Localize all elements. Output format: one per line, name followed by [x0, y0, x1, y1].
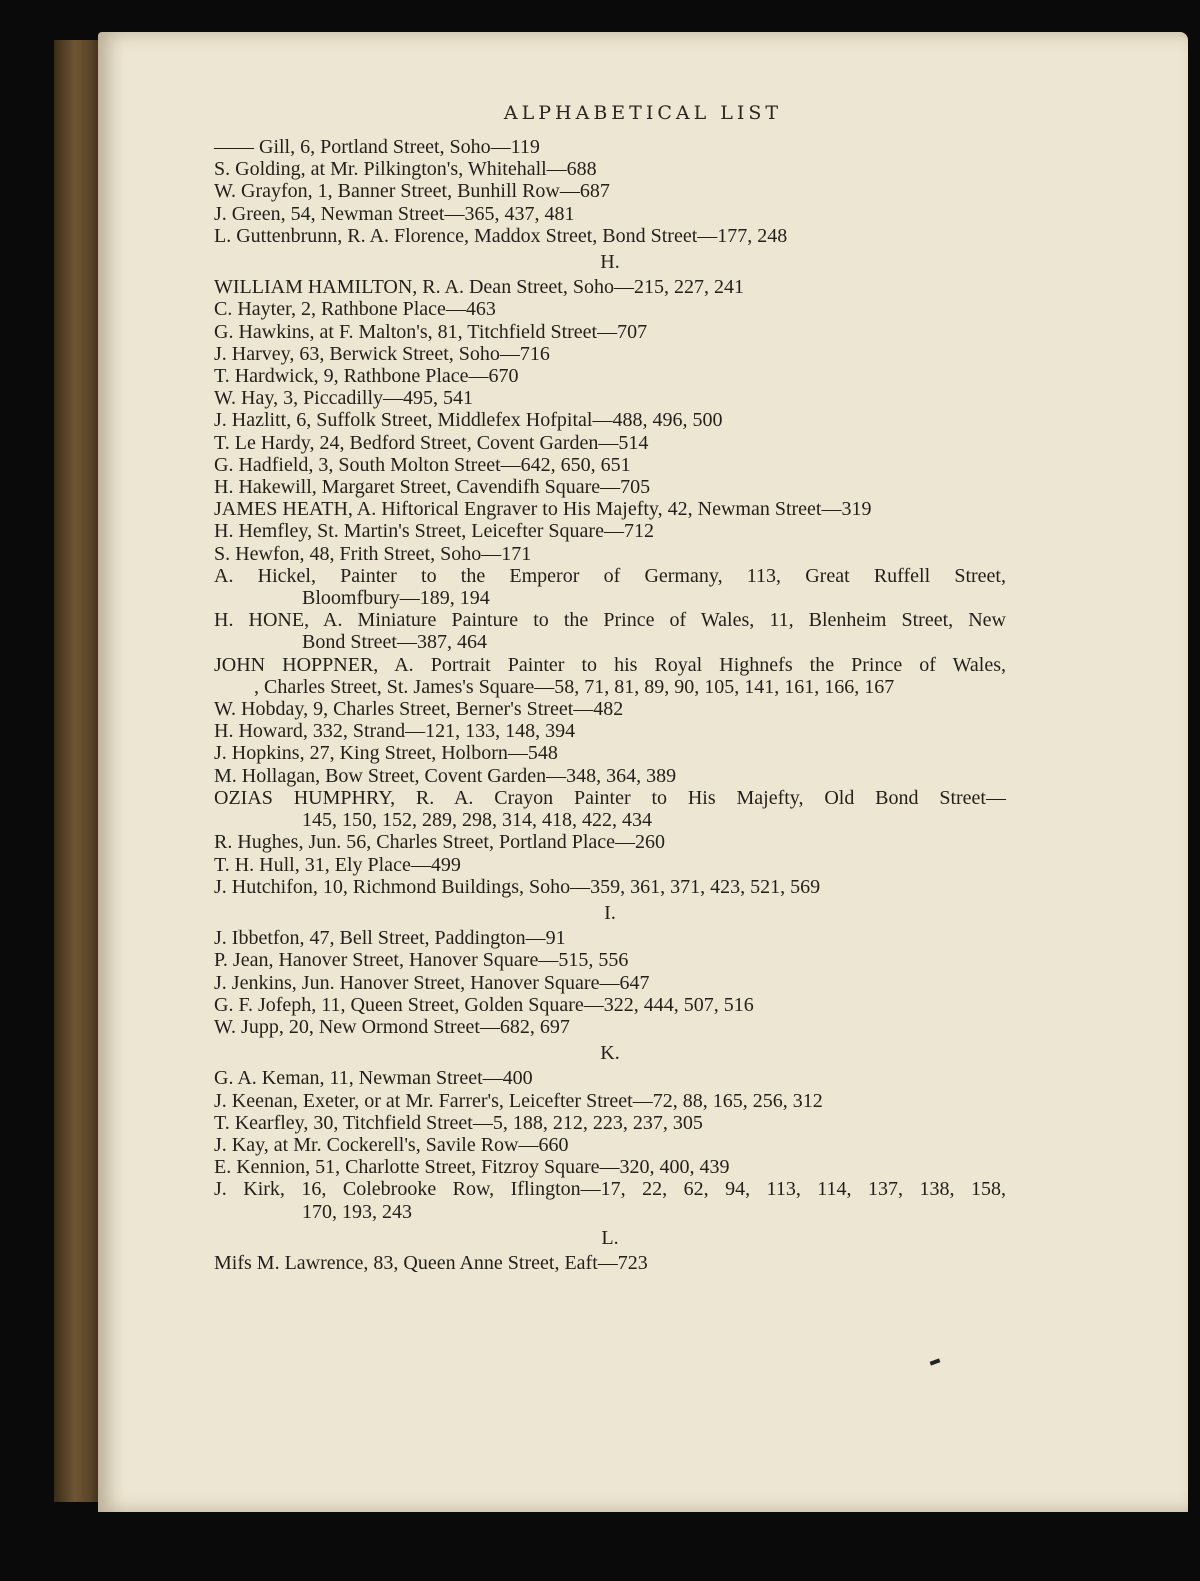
list-entry: C. Hayter, 2, Rathbone Place—463: [214, 298, 496, 321]
list-entry: J. Ibbetfon, 47, Bell Street, Paddington—91: [214, 927, 566, 950]
list-entry: H. Hakewill, Margaret Street, Cavendifh Square—705: [214, 476, 651, 499]
entry-continuation: 170, 193, 243: [302, 1200, 412, 1223]
list-entry: T. Hardwick, 9, Rathbone Place—670: [214, 365, 519, 388]
entry-continuation: 145, 150, 152, 289, 298, 314, 418, 422, 434: [302, 809, 652, 832]
list-entry: J. Kirk, 16, Colebrooke Row, Iflington—17, 22, 62, 94, 113, 114, 137, 138, 158,: [214, 1178, 1006, 1201]
list-entry: J. Hazlitt, 6, Suffolk Street, Middlefex Hofpital—488, 496, 500: [214, 409, 723, 432]
list-entry: Mifs M. Lawrence, 83, Queen Anne Street, Eaft—723: [214, 1251, 648, 1274]
list-entry: A. Hickel, Painter to the Emperor of Germany, 113, Great Ruffell Street,: [214, 564, 1006, 587]
list-entry: T. H. Hull, 31, Ely Place—499: [214, 853, 461, 876]
section-letter: K.: [600, 1042, 620, 1065]
entry-continuation: Bloomfbury—189, 194: [302, 587, 490, 610]
list-entry: M. Hollagan, Bow Street, Covent Garden—348, 364, 389: [214, 764, 677, 787]
list-entry: JOHN HOPPNER, A. Portrait Painter to his Royal Highnefs the Prince of Wales,: [214, 653, 1006, 676]
list-entry: J. Hutchifon, 10, Richmond Buildings, Soho—359, 361, 371, 423, 521, 569: [214, 875, 821, 898]
list-entry: OZIAS HUMPHRY, R. A. Crayon Painter to His Majefty, Old Bond Street—: [214, 786, 1006, 809]
list-entry: G. F. Jofeph, 11, Queen Street, Golden Square—322, 444, 507, 516: [214, 993, 754, 1016]
entry-list: [214, 136, 1114, 1274]
list-entry: T. Kearfley, 30, Titchfield Street—5, 188, 212, 223, 237, 305: [214, 1111, 703, 1134]
list-entry: W. Hobday, 9, Charles Street, Berner's Street—482: [214, 698, 624, 721]
section-letter: I.: [604, 901, 616, 924]
entry-continuation: Bond Street—387, 464: [302, 631, 487, 654]
list-entry: W. Grayfon, 1, Banner Street, Bunhill Row—687: [214, 180, 610, 203]
list-entry: W. Jupp, 20, New Ormond Street—682, 697: [214, 1015, 570, 1038]
list-entry: S. Hewfon, 48, Frith Street, Soho—171: [214, 542, 532, 565]
list-entry: P. Jean, Hanover Street, Hanover Square—515, 556: [214, 949, 629, 972]
list-entry: S. Golding, at Mr. Pilkington's, Whitehall—688: [214, 158, 597, 181]
list-entry: E. Kennion, 51, Charlotte Street, Fitzroy Square—320, 400, 439: [214, 1156, 730, 1179]
list-entry: G. Hawkins, at F. Malton's, 81, Titchfield Street—707: [214, 320, 648, 343]
list-entry: JAMES HEATH, A. Hiftorical Engraver to His Majefty, 42, Newman Street—319: [214, 498, 872, 521]
section-letter: L.: [601, 1226, 619, 1249]
list-entry: T. Le Hardy, 24, Bedford Street, Covent Garden—514: [214, 431, 649, 454]
list-entry: G. A. Keman, 11, Newman Street—400: [214, 1067, 533, 1090]
list-entry: J. Green, 54, Newman Street—365, 437, 481: [214, 202, 575, 225]
list-entry: H. Hemfley, St. Martin's Street, Leicefter Square—712: [214, 520, 654, 543]
list-entry: G. Hadfield, 3, South Molton Street—642, 650, 651: [214, 453, 631, 476]
list-entry: H. Howard, 332, Strand—121, 133, 148, 394: [214, 720, 576, 743]
list-entry: L. Guttenbrunn, R. A. Florence, Maddox Street, Bond Street—177, 248: [214, 224, 788, 247]
section-letter: H.: [600, 251, 620, 274]
list-entry: J. Jenkins, Jun. Hanover Street, Hanover Square—647: [214, 971, 650, 994]
list-entry: —— Gill, 6, Portland Street, Soho—119: [214, 136, 540, 158]
list-entry: R. Hughes, Jun. 56, Charles Street, Portland Place—260: [214, 831, 666, 854]
list-entry: WILLIAM HAMILTON, R. A. Dean Street, Soho—215, 227, 241: [214, 276, 744, 299]
entry-continuation: , Charles Street, St. James's Square—58, 71, 81, 89, 90, 105, 141, 161, 166, 167: [254, 675, 895, 698]
list-entry: J. Hopkins, 27, King Street, Holborn—548: [214, 742, 558, 765]
page-header: ALPHABETICAL LIST: [503, 102, 783, 124]
list-entry: J. Harvey, 63, Berwick Street, Soho—716: [214, 342, 550, 365]
list-entry: J. Keenan, Exeter, or at Mr. Farrer's, Leicefter Street—72, 88, 165, 256, 312: [214, 1089, 823, 1112]
list-entry: J. Kay, at Mr. Cockerell's, Savile Row—660: [214, 1133, 569, 1156]
list-entry: H. HONE, A. Miniature Painture to the Prince of Wales, 11, Blenheim Street, New: [214, 609, 1006, 632]
list-entry: W. Hay, 3, Piccadilly—495, 541: [214, 387, 474, 410]
